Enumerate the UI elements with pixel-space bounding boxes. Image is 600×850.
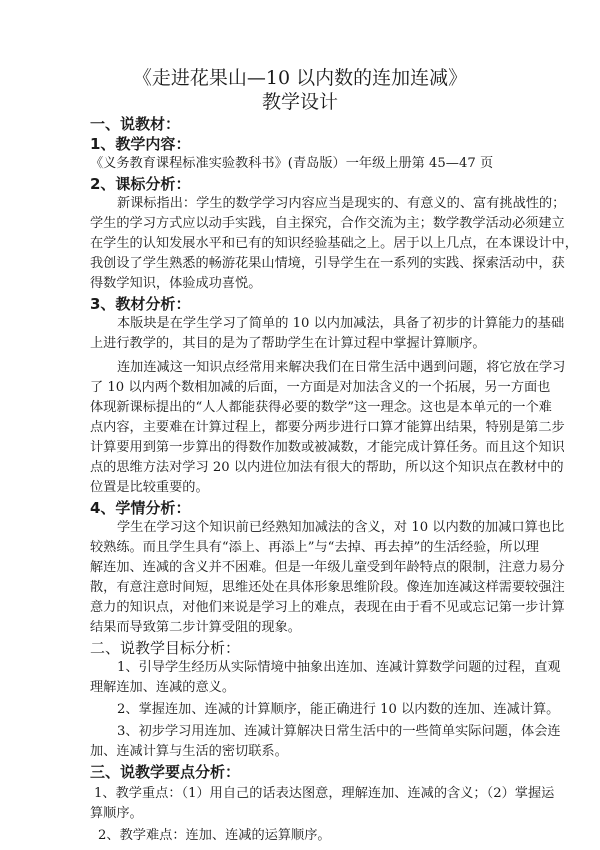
paragraph-line: 新课标指出：学生的数学学习内容应当是现实的、有意义的、富有挑战性的；: [117, 196, 566, 211]
key-point-line: 算顺序。: [90, 806, 143, 821]
paragraph-line: 学生在学习这个知识前已经熟知加减法的含义，对 10 以内数的加减口算也比: [117, 520, 565, 535]
paragraph-line: 本版块是在学生学习了简单的 10 以内加减法，具备了初步的计算能力的基础: [117, 316, 565, 331]
paragraph-line: 解连加、连减的含义并不困难。但是一年级儿童受到年龄特点的限制，注意力易分: [90, 560, 565, 575]
paragraph-line: 结果而导致第二步计算受阻的现象。: [90, 620, 301, 635]
paragraph-line: 连加连减这一知识点经常用来解决我们在日常生活中遇到问题，将它放在学习: [117, 360, 566, 375]
heading-teaching-content: 1、教学内容：: [90, 135, 191, 153]
goal-line: 加、连减计算与生活的密切联系。: [90, 744, 288, 759]
paragraph-line: 体现新课标提出的“人人都能获得必要的数学”这一理念。这也是本单元的一个难: [90, 400, 552, 415]
paragraph-line: 计算要用到第一步算出的得数作加数或被减数，才能完成计算任务。而且这个知识: [90, 440, 565, 455]
section-heading-key-points: 三、说教学要点分析：: [90, 763, 241, 781]
paragraph-line: 点的思维方法对学习 20 以内进位加法有很大的帮助，所以这个知识点在教材中的: [90, 460, 564, 475]
paragraph-line: 位置是比较重要的。: [90, 480, 209, 495]
goal-line: 3、初步学习用连加、连减计算解决日常生活中的一些简单实际问题，体会连: [117, 724, 561, 739]
paragraph-line: 上进行教学的，其目的是为了帮助学生在计算过程中掌握计算顺序。: [90, 336, 486, 351]
document-title: 《走进花果山—10 以内数的连加连减》: [132, 67, 468, 89]
paragraph-line: 点内容，主要难在计算过程上，都要分两步进行口算才能算出结果，特别是第二步: [90, 420, 565, 435]
goal-line: 2、掌握连加、连减的计算顺序，能正确进行 10 以内数的连加、连减计算。: [117, 702, 560, 717]
paragraph-line: 散，有意注意时间短，思维还处在具体形象思维阶段。像连加连减这样需要较强注: [90, 580, 565, 595]
section-heading-textbook: 一、说教材：: [90, 115, 181, 133]
paragraph-line: 学生的学习方式应以动手实践，自主探究，合作交流为主；数学教学活动必须建立: [90, 216, 565, 231]
goal-line: 1、引导学生经历从实际情境中抽象出连加、连减计算数学问题的过程，直观: [117, 660, 561, 675]
document-subtitle: 教学设计: [261, 91, 338, 113]
heading-curriculum-analysis: 2、课标分析：: [90, 175, 191, 193]
paragraph-line: 我创设了学生熟悉的畅游花果山情境，引导学生在一系列的实践、探索活动中，获: [90, 256, 565, 271]
paragraph-line: 了 10 以内两个数相加减的后面，一方面是对加法含义的一个拓展，另一方面也: [90, 380, 551, 395]
paragraph-line: 意力的知识点，对他们来说是学习上的难点，表现在由于看不见或忘记第一步计算: [90, 600, 565, 615]
teaching-content-text: 《义务教育课程标准实验教科书》(青岛版）一年级上册第 45—47 页: [90, 156, 494, 171]
paragraph-line: 得数学知识，体验成功喜悦。: [90, 276, 262, 291]
difficulty-line: 2、教学难点：连加、连减的运算顺序。: [98, 828, 331, 843]
section-heading-goals: 二、说教学目标分析：: [90, 639, 241, 657]
paragraph-line: 较熟练。而且学生具有“添上、再添上”与“去掉、再去掉”的生活经验，所以理: [90, 540, 539, 555]
paragraph-line: 在学生的认知发展水平和已有的知识经验基础之上。居于以上几点，在本课设计中，: [90, 236, 578, 251]
heading-student-analysis: 4、学情分析：: [90, 499, 191, 517]
key-point-line: 1、教学重点：（1）用自己的话表达图意，理解连加、连减的含义；（2）掌握运: [94, 786, 555, 801]
heading-textbook-analysis: 3、教材分析：: [90, 295, 191, 313]
goal-line: 理解连加、连减的意义。: [90, 680, 236, 695]
